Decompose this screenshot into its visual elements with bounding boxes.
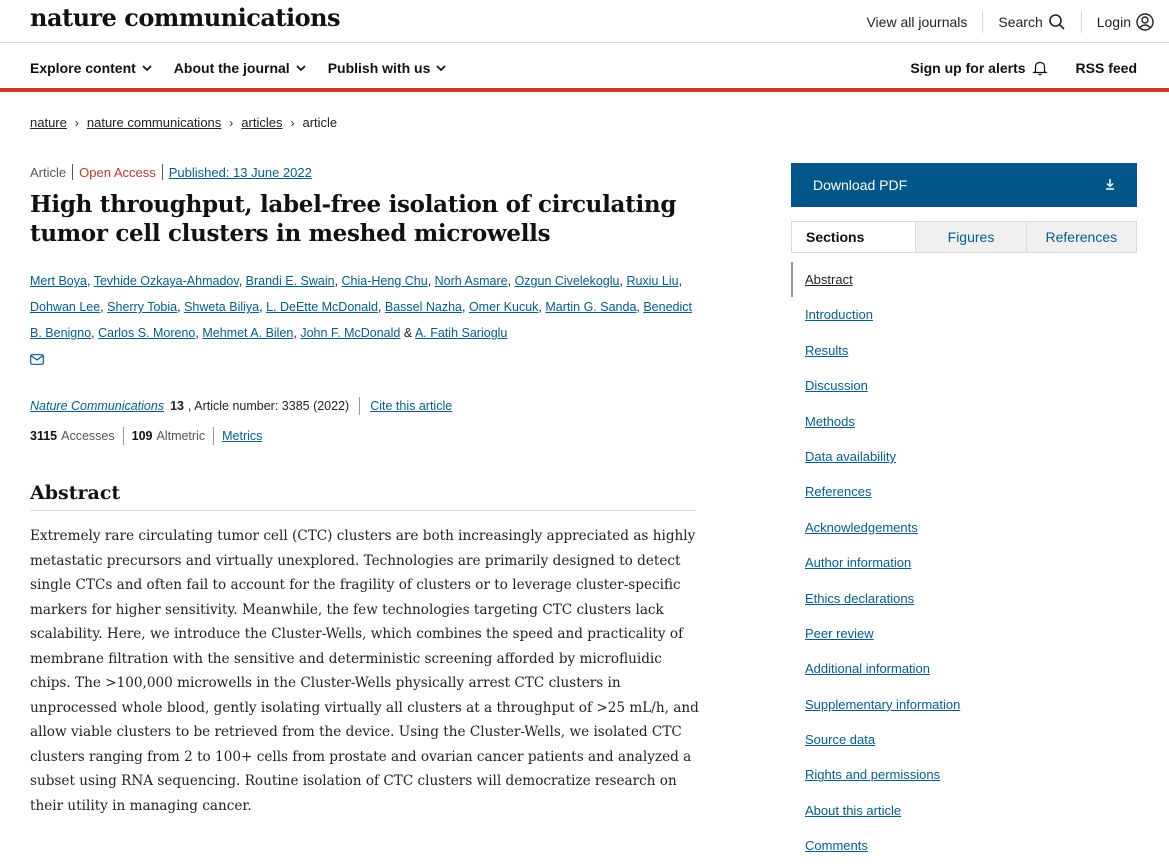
author-link[interactable]: Dohwan Lee <box>30 300 101 314</box>
rss-feed-link[interactable]: RSS feed <box>1075 60 1137 76</box>
tab-figures[interactable]: Figures <box>915 222 1025 252</box>
divider <box>213 427 214 445</box>
author-link[interactable]: A. Fatih Sarioglu <box>414 326 508 340</box>
section-link-data-availability[interactable]: Data availability <box>805 448 897 464</box>
tab-sections[interactable]: Sections <box>792 222 915 252</box>
author-link[interactable]: Martin G. Sanda <box>545 300 637 314</box>
divider <box>359 397 360 415</box>
top-bar <box>0 0 1169 43</box>
search-label: Search <box>998 13 1043 30</box>
nav-publish-with-us[interactable] <box>328 60 447 76</box>
author-link[interactable]: L. DeEtte McDonald <box>266 300 378 314</box>
download-icon <box>1105 177 1115 193</box>
breadcrumb-current: article <box>302 115 338 130</box>
divider <box>72 164 73 180</box>
section-link-peer-review[interactable]: Peer review <box>805 625 874 641</box>
chevron-down-icon <box>142 64 152 72</box>
section-link-acknowledgements[interactable]: Acknowledgements <box>805 519 918 535</box>
author-link[interactable]: Ozgun Civelekoglu <box>514 274 620 288</box>
open-access-badge: Open Access <box>79 164 156 180</box>
author-link[interactable]: Benedict B. Benigno <box>30 300 692 340</box>
chevron-down-icon <box>296 64 306 72</box>
download-pdf-label: Download PDF <box>813 177 908 193</box>
citation-line <box>30 397 452 415</box>
article-title: High throughput, label-free isolation of circulating tumor cell clusters in meshed microwells <box>30 191 677 247</box>
breadcrumb <box>30 115 337 130</box>
nav-menu <box>30 44 468 92</box>
section-link-ethics-declarations[interactable]: Ethics declarations <box>805 590 915 606</box>
breadcrumb-nature-communications[interactable]: nature communications <box>86 115 222 130</box>
section-link-results[interactable]: Results <box>805 342 849 358</box>
section-link-references[interactable]: References <box>805 484 872 500</box>
bell-icon <box>1032 60 1048 76</box>
altmetric-count: 109 <box>131 429 153 443</box>
nav-explore-label: Explore content <box>30 60 136 76</box>
search-icon <box>1048 13 1066 31</box>
author-list: Mert Boya, Tevhide Ozkaya-Ahmadov, Brandi E. Swain, Chia-Heng Chu, Norh Asmare, Ozgun Civelekoglu, Ruxiu Liu, Dohwan Lee, Sherry Tobia, Shweta Biliya, L. DeEtte McDonald, Bassel Nazha, Omer Kucuk, Martin G. Sanda, Benedict B. Benigno, Carlos S. Moreno, Mehmet A. Bilen, John F. McDonald & A. Fatih Sarioglu <box>30 268 700 372</box>
author-link[interactable]: Sherry Tobia <box>107 300 178 314</box>
author-link[interactable]: Bassel Nazha <box>384 300 462 314</box>
nav-about-label: About the journal <box>173 60 290 76</box>
nav-bar <box>0 44 1169 92</box>
author-link[interactable]: Mert Boya <box>30 274 87 288</box>
article-type: Article <box>30 164 67 180</box>
section-link-introduction[interactable]: Introduction <box>805 307 873 323</box>
view-all-journals-label: View all journals <box>866 13 968 30</box>
section-link-abstract[interactable]: Abstract <box>791 262 1137 297</box>
author-link[interactable]: Mehmet A. Bilen <box>202 326 294 340</box>
abstract-heading: Abstract <box>30 482 696 511</box>
view-all-journals-link[interactable] <box>851 11 982 33</box>
search-button[interactable] <box>982 11 1080 33</box>
author-link[interactable]: Norh Asmare <box>434 274 508 288</box>
cite-this-article-link[interactable]: Cite this article <box>370 399 453 413</box>
altmetric-label: Altmetric <box>156 429 206 443</box>
author-link[interactable]: Carlos S. Moreno <box>98 326 196 340</box>
accesses-count: 3115 <box>30 429 58 443</box>
author-link[interactable]: Tevhide Ozkaya-Ahmadov <box>93 274 239 288</box>
nav-right <box>910 44 1137 92</box>
chevron-down-icon <box>436 64 446 72</box>
author-link[interactable]: Chia-Heng Chu <box>341 274 428 288</box>
volume: 13 <box>170 399 184 413</box>
metrics-link[interactable]: Metrics <box>222 429 263 443</box>
section-link-additional-information[interactable]: Additional information <box>805 661 931 677</box>
author-link[interactable]: John F. McDonald <box>300 326 401 340</box>
login-button[interactable] <box>1081 11 1169 33</box>
journal-link[interactable]: Nature Communications <box>30 399 165 413</box>
section-link-about-this-article[interactable]: About this article <box>805 802 902 818</box>
article-meta <box>30 164 312 180</box>
download-pdf-button[interactable] <box>791 163 1137 207</box>
nav-about-journal[interactable] <box>174 60 306 76</box>
login-label: Login <box>1096 13 1131 30</box>
divider <box>123 427 124 445</box>
breadcrumb-articles[interactable]: articles <box>241 115 283 130</box>
author-link[interactable]: Ruxiu Liu <box>626 274 679 288</box>
chevron-right-icon: › <box>229 115 234 130</box>
chevron-right-icon: › <box>74 115 79 130</box>
nav-publish-label: Publish with us <box>327 60 431 76</box>
author-link[interactable]: Omer Kucuk <box>468 300 539 314</box>
chevron-right-icon: › <box>290 115 295 130</box>
author-link[interactable]: Brandi E. Swain <box>245 274 335 288</box>
author-link[interactable]: Shweta Biliya <box>184 300 260 314</box>
nav-explore-content[interactable] <box>30 60 152 76</box>
accesses-label: Accesses <box>61 429 115 443</box>
user-icon <box>1136 13 1154 31</box>
tab-references[interactable]: References <box>1026 222 1136 252</box>
section-link-comments[interactable]: Comments <box>805 838 868 854</box>
sign-up-alerts-link[interactable] <box>910 60 1047 76</box>
journal-logo[interactable]: nature communications <box>30 3 341 32</box>
sidebar-tabs <box>791 221 1137 253</box>
section-link-source-data[interactable]: Source data <box>805 732 876 748</box>
article-number: , Article number: 3385 (2022) <box>188 399 350 413</box>
section-link-methods[interactable]: Methods <box>805 413 855 429</box>
mail-icon[interactable] <box>30 354 44 365</box>
stats-line <box>30 427 262 445</box>
section-link-supplementary-information[interactable]: Supplementary information <box>805 696 961 712</box>
breadcrumb-nature[interactable]: nature <box>30 115 67 130</box>
alerts-label: Sign up for alerts <box>910 60 1026 76</box>
abstract-text: Extremely rare circulating tumor cell (CTC) clusters are both increasingly appreciated as highly metastatic precursors and virtually unexplored. Technologies are primarily designed to detect single CTCs and often fail to account for the fragility of clusters or to leverage cluster-specific markers for higher sensitivity. Meanwhile, the few technologies targeting CTC clusters lack scalability. Here, we introduce the Cluster-Wells, which combines the speed and practicality of membrane filtration with the sensitive and deterministic screening afforded by microfluidic chips. The >100,000 microwells in the Cluster-Wells physically arrest CTC clusters in unprocessed whole blood, gently isolating virtually all clusters at a throughput of >25 mL/h, and allow viable clusters to be retrieved from the device. Using the Cluster-Wells, we isolated CTC clusters ranging from 2 to 100+ cells from prostate and ovarian cancer patients and analyzed a subset using RNA sequencing. Routine isolation of CTC clusters will democratize research on their utility in managing cancer. <box>30 528 699 814</box>
section-link-author-information[interactable]: Author information <box>805 555 912 571</box>
section-link-rights-permissions[interactable]: Rights and permissions <box>805 767 941 783</box>
divider <box>162 164 163 180</box>
published-date-link[interactable]: Published: 13 June 2022 <box>168 164 312 180</box>
top-links <box>851 0 1169 43</box>
section-link-discussion[interactable]: Discussion <box>805 378 868 394</box>
section-list <box>791 262 1137 864</box>
